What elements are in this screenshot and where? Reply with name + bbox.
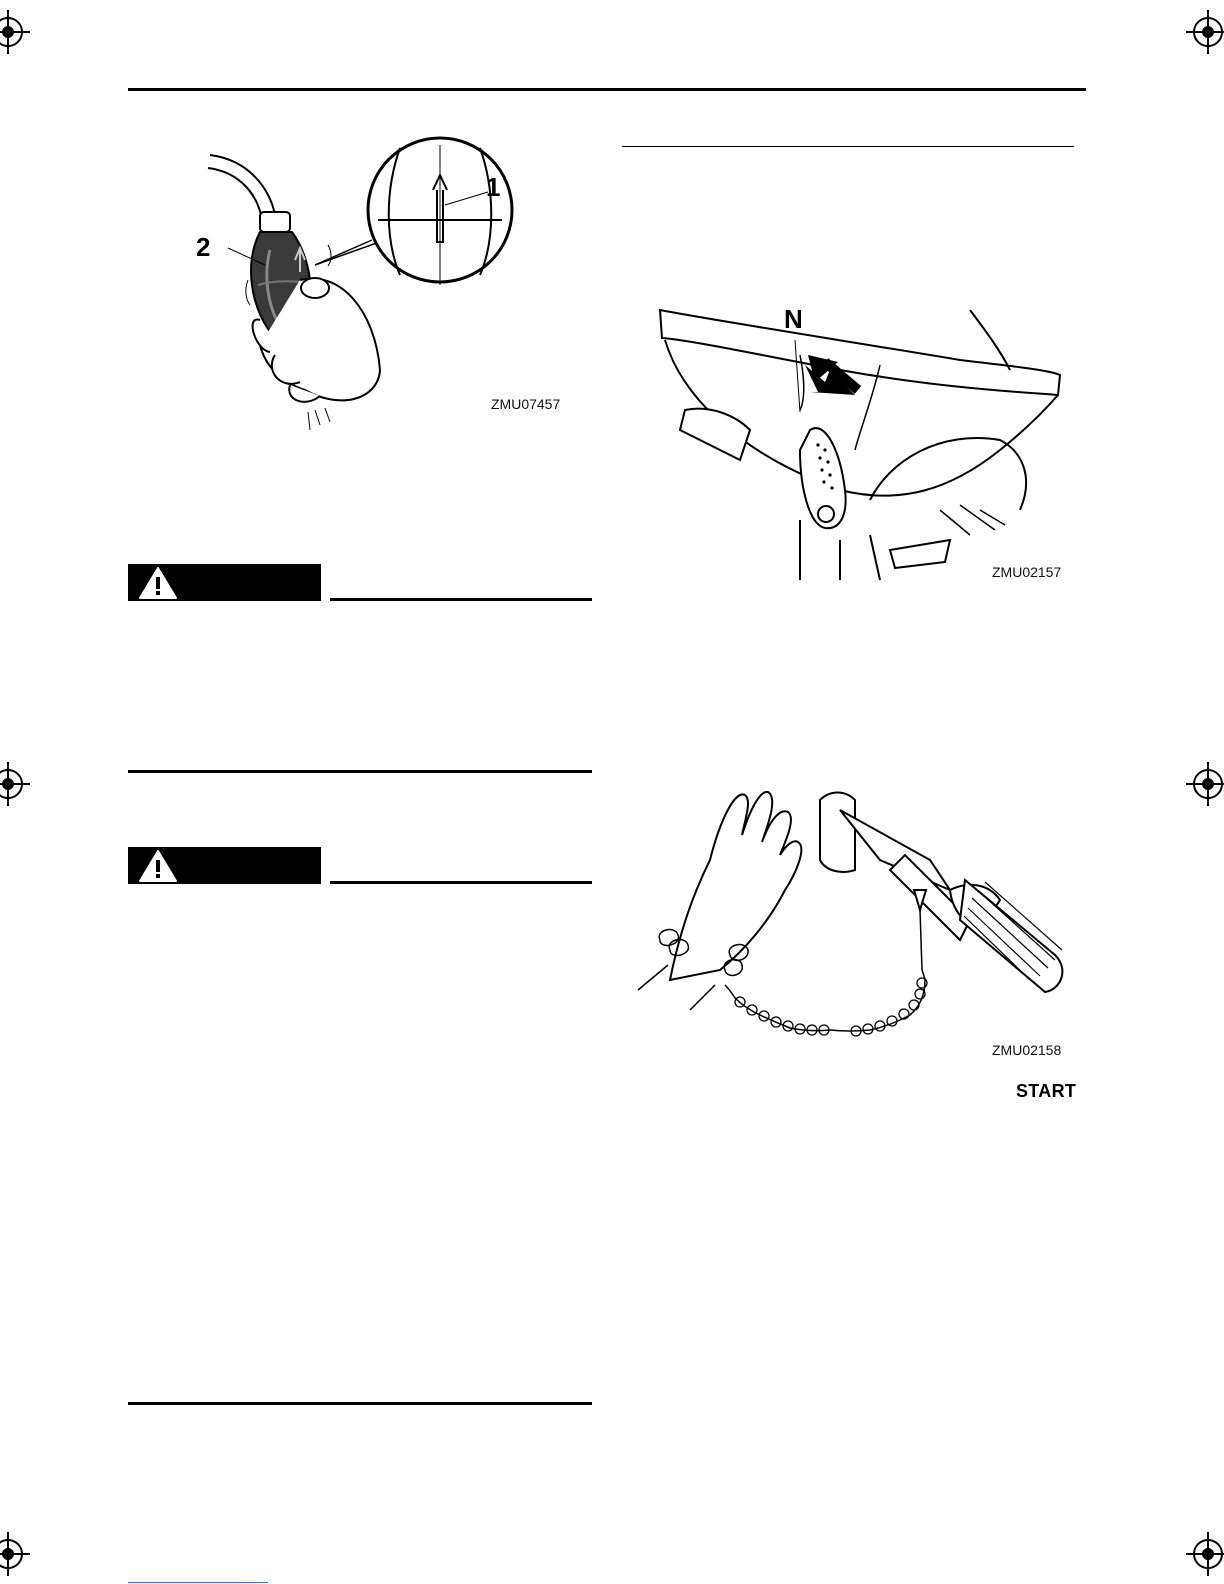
warning-rule-bottom: [128, 1402, 592, 1405]
warning-triangle-icon: [138, 849, 178, 883]
shift-lever-illustration: [640, 300, 1080, 590]
warning-rule-top: [330, 881, 592, 884]
primer-bulb-illustration: [140, 120, 600, 440]
figure-primer-bulb: [140, 120, 600, 440]
figure-shift-neutral: [640, 300, 1080, 590]
registration-mark-icon: [0, 760, 32, 808]
footer-underline: [128, 1582, 268, 1583]
warning-banner: [128, 564, 321, 601]
warning-rule-bottom: [128, 770, 592, 773]
header-rule: [128, 88, 1086, 91]
figure-code: ZMU02157: [992, 564, 1062, 580]
right-section-rule: [622, 146, 1074, 147]
registration-mark-icon: [0, 8, 32, 56]
callout-2: 2: [196, 232, 211, 262]
warning-rule-top: [330, 598, 592, 601]
lanyard-illustration: [630, 780, 1080, 1070]
figure-code: ZMU02158: [992, 1042, 1062, 1058]
registration-mark-icon: [1184, 760, 1224, 808]
warning-banner: [128, 847, 321, 884]
registration-mark-icon: [1184, 1530, 1224, 1578]
callout-1: 1: [486, 172, 501, 202]
registration-mark-icon: [0, 1530, 32, 1578]
figure-code: ZMU07457: [491, 396, 561, 412]
gear-label-neutral: N: [784, 304, 803, 334]
start-label: START: [1016, 1081, 1077, 1101]
warning-triangle-icon: [138, 566, 178, 600]
registration-mark-icon: [1184, 8, 1224, 56]
figure-lanyard: [630, 780, 1080, 1070]
